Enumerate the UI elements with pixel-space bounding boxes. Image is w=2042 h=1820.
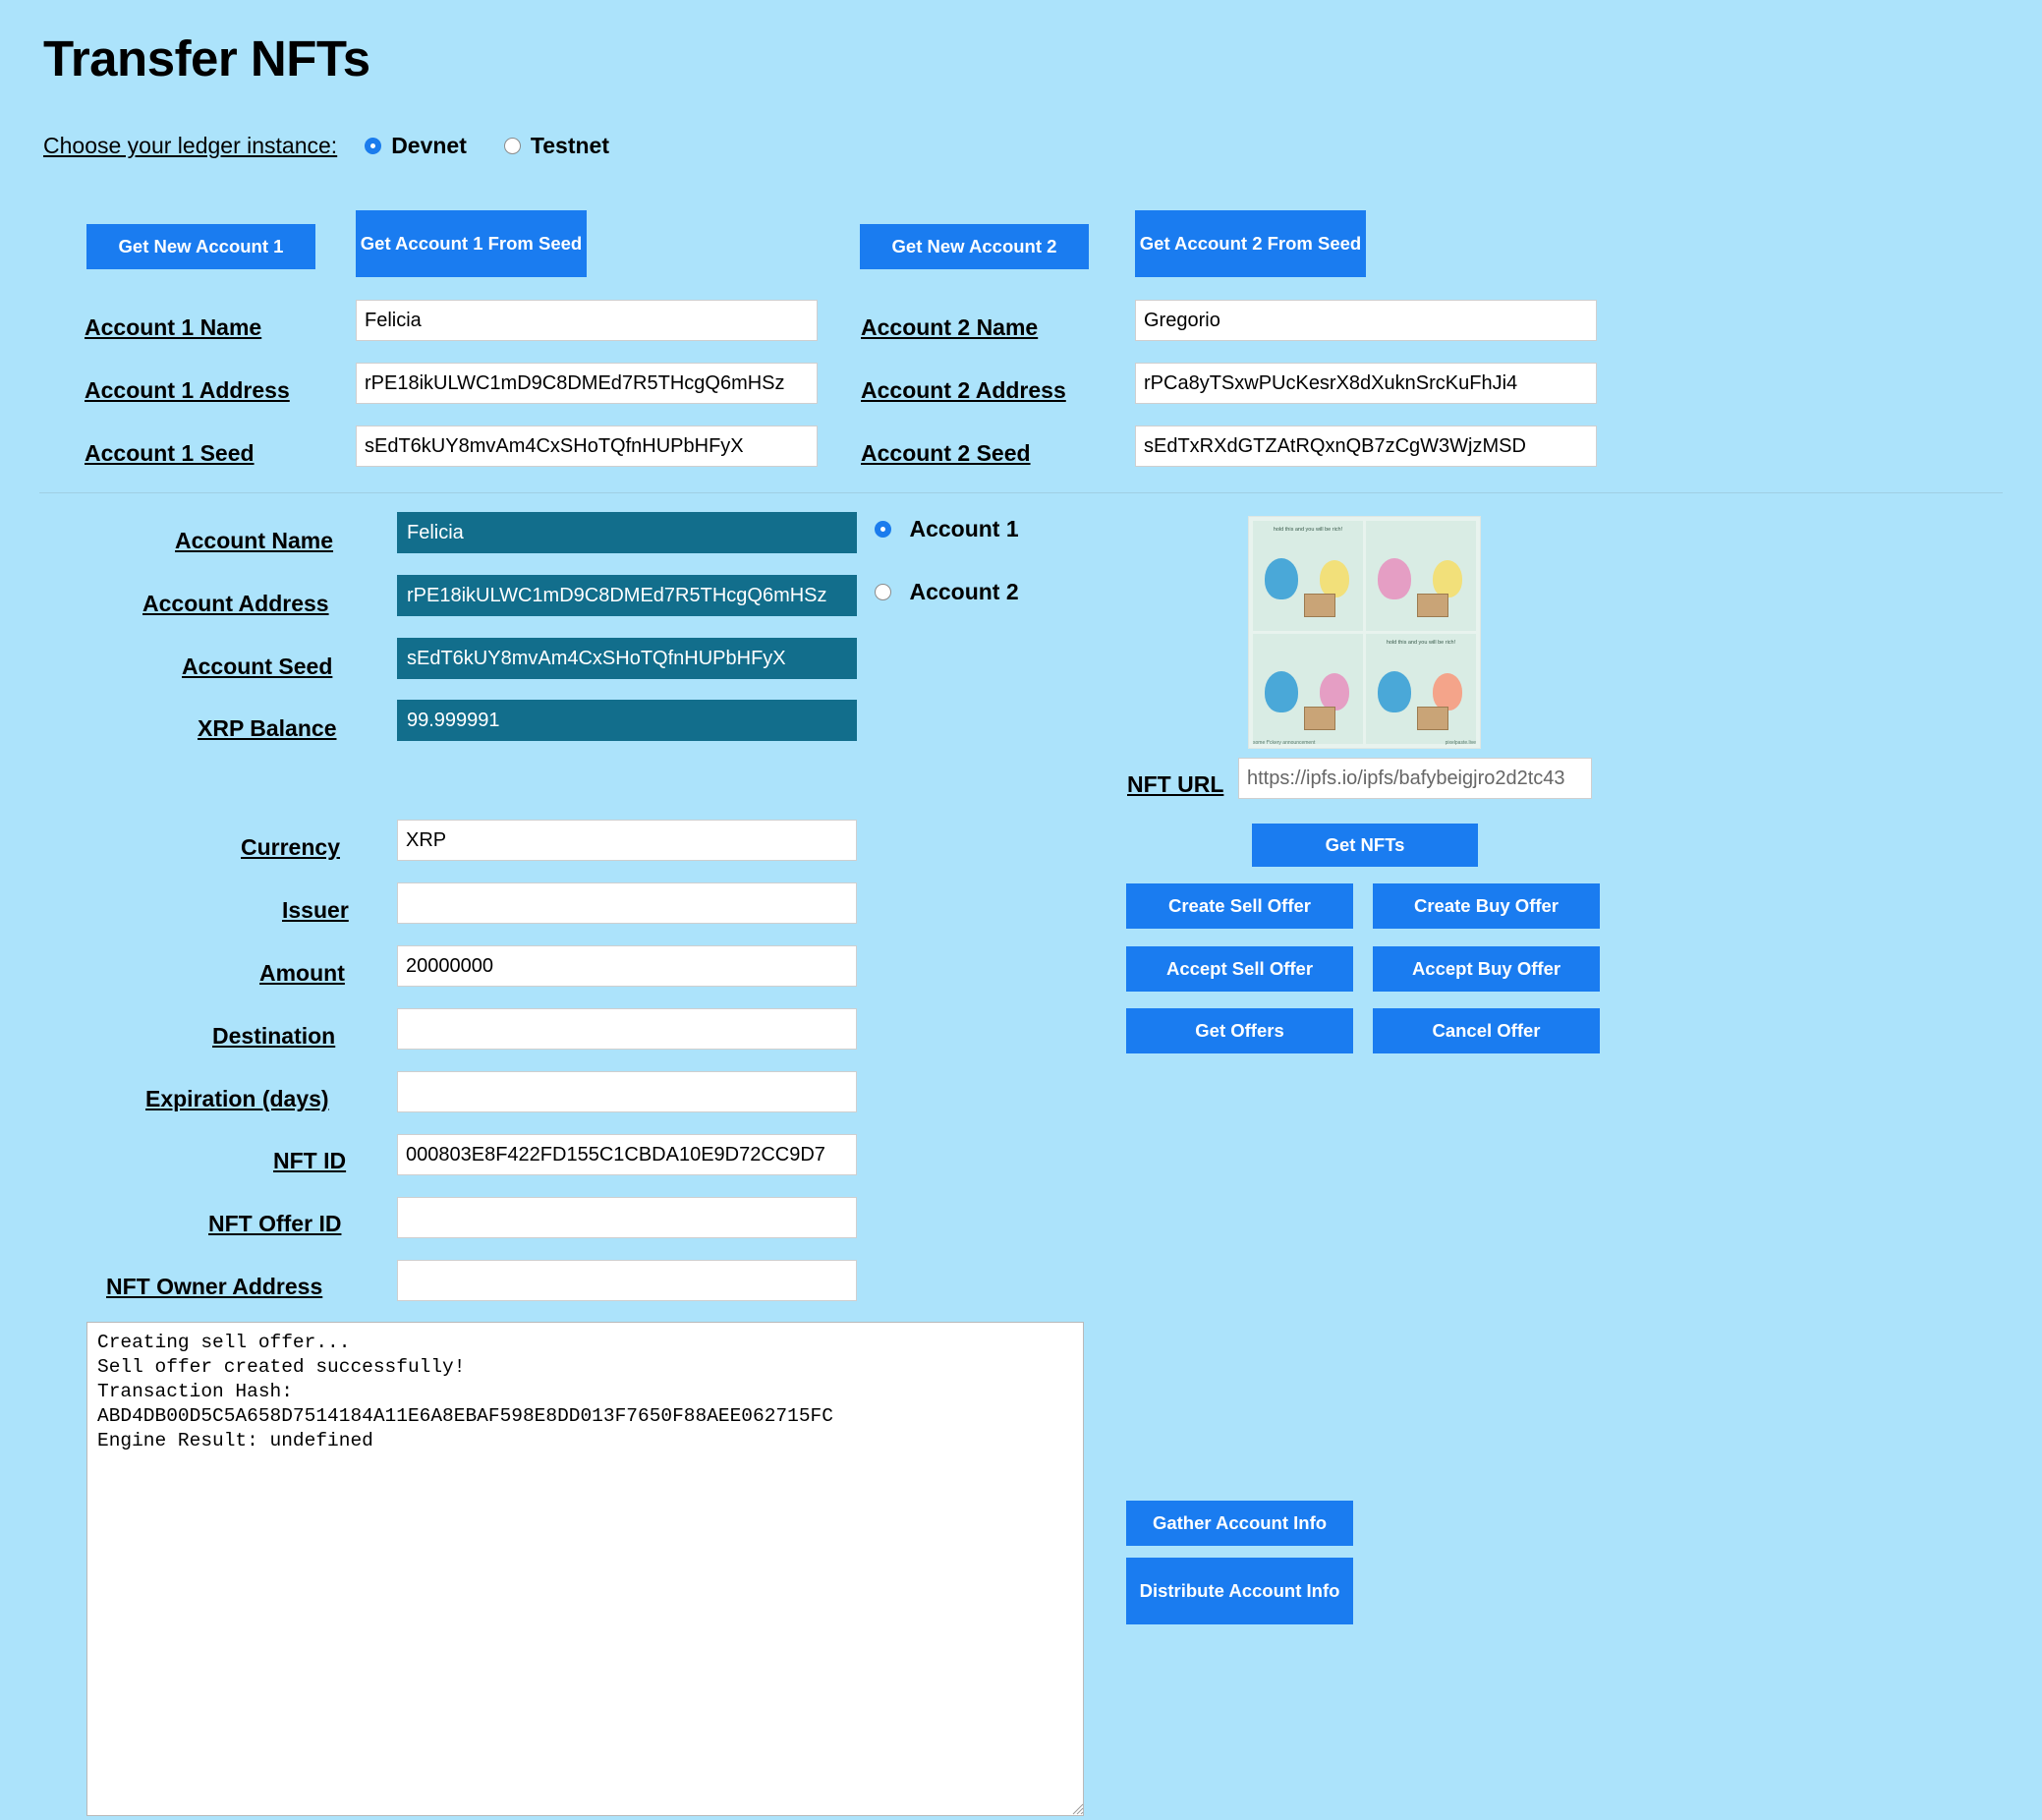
page-title: Transfer NFTs [43, 30, 370, 86]
nft-id-input[interactable] [397, 1134, 857, 1175]
radio-testnet-dot[interactable] [504, 138, 521, 154]
create-sell-offer-button[interactable]: Create Sell Offer [1126, 883, 1353, 929]
nft-tile-caption: hold this and you will be rich! [1273, 527, 1343, 533]
account-2-seed-input[interactable] [1135, 426, 1597, 467]
bird-icon [1433, 673, 1462, 711]
nft-card-footer-left: some f*ckery announcement [1253, 740, 1316, 746]
currency-input[interactable] [397, 820, 857, 861]
nft-offer-id-label: NFT Offer ID [208, 1211, 342, 1236]
distribute-account-info-button[interactable]: Distribute Account Info [1126, 1558, 1353, 1624]
bird-icon [1320, 560, 1349, 597]
bird-icon [1378, 671, 1411, 712]
amount-label: Amount [259, 960, 345, 986]
nft-id-label: NFT ID [273, 1148, 347, 1173]
get-nfts-button[interactable]: Get NFTs [1252, 824, 1478, 867]
account-seed-label: Account Seed [182, 654, 333, 679]
account-address-label: Account Address [142, 591, 329, 616]
get-new-account-2-button[interactable]: Get New Account 2 [860, 224, 1089, 269]
destination-input[interactable] [397, 1008, 857, 1050]
gather-account-info-button[interactable]: Gather Account Info [1126, 1501, 1353, 1546]
accept-sell-offer-button[interactable]: Accept Sell Offer [1126, 946, 1353, 992]
account-name-label: Account Name [175, 528, 334, 553]
account-2-name-label: Account 2 Name [861, 314, 1039, 340]
account-2-name-input[interactable] [1135, 300, 1597, 341]
get-new-account-1-button[interactable]: Get New Account 1 [86, 224, 315, 269]
nft-tile [1366, 521, 1476, 631]
radio-testnet[interactable] [504, 133, 609, 159]
expiration-input[interactable] [397, 1071, 857, 1112]
nft-offer-id-input[interactable] [397, 1197, 857, 1238]
account-2-address-label: Account 2 Address [861, 377, 1066, 403]
ledger-instance-selector [43, 133, 647, 159]
get-account-1-from-seed-button[interactable]: Get Account 1 From Seed [356, 210, 587, 277]
radio-account-2-label: Account 2 [909, 579, 1019, 604]
account-1-address-input[interactable] [356, 363, 818, 404]
account-1-seed-input[interactable] [356, 426, 818, 467]
radio-devnet[interactable] [365, 133, 467, 159]
xrp-balance-label: XRP Balance [198, 715, 337, 741]
amount-input[interactable] [397, 945, 857, 987]
box-icon [1417, 594, 1448, 617]
account-address-value[interactable] [397, 575, 857, 616]
bird-icon [1265, 558, 1298, 599]
radio-account-1[interactable] [875, 516, 1019, 542]
box-icon [1304, 707, 1335, 730]
nft-url-input[interactable] [1238, 758, 1592, 799]
bird-icon [1265, 671, 1298, 712]
cancel-offer-button[interactable]: Cancel Offer [1373, 1008, 1600, 1053]
issuer-input[interactable] [397, 882, 857, 924]
nft-tile [1253, 634, 1363, 744]
nft-tile-caption: hold this and you will be rich! [1386, 640, 1456, 646]
bird-icon [1320, 673, 1349, 711]
radio-account-2[interactable] [875, 579, 1019, 605]
radio-testnet-label: Testnet [530, 133, 609, 158]
expiration-label: Expiration (days) [145, 1086, 329, 1111]
nft-tile [1366, 634, 1476, 744]
account-2-address-input[interactable] [1135, 363, 1597, 404]
accept-buy-offer-button[interactable]: Accept Buy Offer [1373, 946, 1600, 992]
nft-preview-image [1248, 516, 1481, 749]
destination-label: Destination [212, 1023, 336, 1049]
nft-owner-address-input[interactable] [397, 1260, 857, 1301]
account-1-address-label: Account 1 Address [85, 377, 290, 403]
account-1-seed-label: Account 1 Seed [85, 440, 255, 466]
box-icon [1417, 707, 1448, 730]
nft-owner-address-label: NFT Owner Address [106, 1274, 323, 1299]
account-1-name-input[interactable] [356, 300, 818, 341]
nft-card-footer-right: pixelpaste.live [1445, 740, 1476, 746]
create-buy-offer-button[interactable]: Create Buy Offer [1373, 883, 1600, 929]
results-console[interactable] [86, 1322, 1084, 1816]
radio-account-2-dot[interactable] [875, 584, 891, 600]
nft-tile [1253, 521, 1363, 631]
bird-icon [1433, 560, 1462, 597]
account-name-value[interactable] [397, 512, 857, 553]
issuer-label: Issuer [282, 897, 349, 923]
section-divider [39, 492, 2003, 493]
get-account-2-from-seed-button[interactable]: Get Account 2 From Seed [1135, 210, 1366, 277]
radio-devnet-label: Devnet [391, 133, 467, 158]
ledger-instance-label: Choose your ledger instance: [43, 133, 338, 158]
get-offers-button[interactable]: Get Offers [1126, 1008, 1353, 1053]
nft-url-label: NFT URL [1127, 771, 1224, 797]
account-seed-value[interactable] [397, 638, 857, 679]
account-1-name-label: Account 1 Name [85, 314, 262, 340]
bird-icon [1378, 558, 1411, 599]
nft-card-footer [1253, 740, 1476, 746]
account-2-seed-label: Account 2 Seed [861, 440, 1031, 466]
currency-label: Currency [241, 834, 340, 860]
radio-account-1-label: Account 1 [909, 516, 1019, 541]
resize-handle-icon[interactable] [1070, 1801, 1084, 1815]
box-icon [1304, 594, 1335, 617]
radio-account-1-dot[interactable] [875, 521, 891, 538]
radio-devnet-dot[interactable] [365, 138, 381, 154]
xrp-balance-value[interactable] [397, 700, 857, 741]
